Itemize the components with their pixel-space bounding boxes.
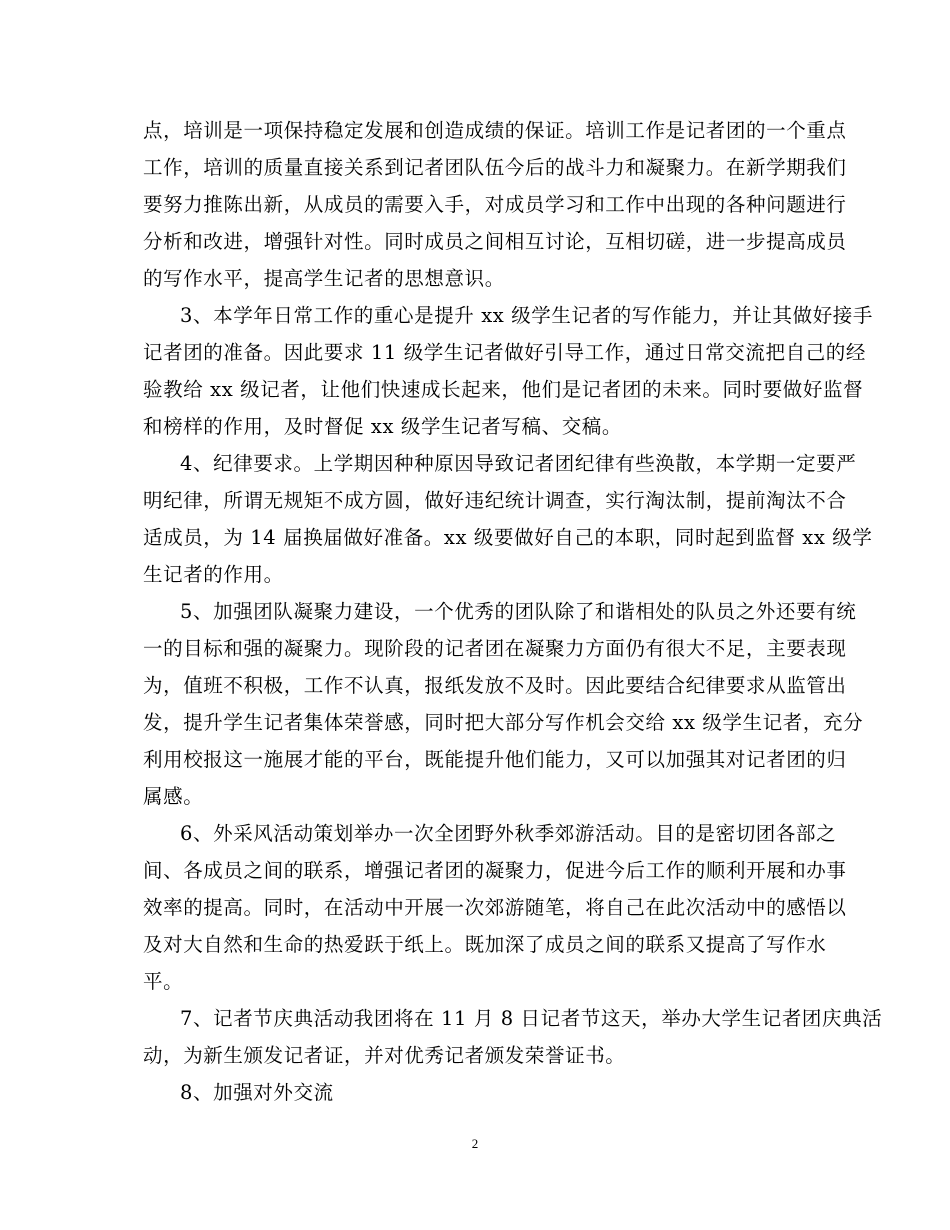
text-line: 记者团的准备。因此要求 11 级学生记者做好引导工作，通过日常交流把自己的经 (143, 341, 867, 364)
text-line: 和榜样的作用，及时督促 xx 级学生记者写稿、交稿。 (143, 415, 622, 438)
text-line: 验教给 xx 级记者，让他们快速成长起来，他们是记者团的未来。同时要做好监督 (143, 378, 864, 401)
text-line: 一的目标和强的凝聚力。现阶段的记者团在凝聚力方面仍有很大不足，主要表现 (143, 637, 847, 660)
text-line: 属感。 (143, 785, 204, 808)
text-line: 8、加强对外交流 (180, 1081, 334, 1104)
text-line: 明纪律，所谓无规矩不成方圆，做好违纪统计调查，实行淘汰制，提前淘汰不合 (143, 489, 847, 512)
text-line: 发，提升学生记者集体荣誉感，同时把大部分写作机会交给 xx 级学生记者，充分 (143, 711, 864, 734)
text-line: 的写作水平，提高学生记者的思想意识。 (143, 267, 505, 290)
text-line: 利用校报这一施展才能的平台，既能提升他们能力，又可以加强其对记者团的归 (143, 748, 847, 771)
text-line: 4、纪律要求。上学期因种种原因导致记者团纪律有些涣散，本学期一定要严 (180, 452, 857, 475)
text-line: 7、记者节庆典活动我团将在 11 月 8 日记者节这天，举办大学生记者团庆典活 (180, 1007, 883, 1030)
text-line: 间、各成员之间的联系，增强记者团的凝聚力，促进今后工作的顺利开展和办事 (143, 859, 847, 882)
text-line: 生记者的作用。 (143, 563, 284, 586)
text-line: 为，值班不积极，工作不认真，报纸发放不及时。因此要结合纪律要求从监管出 (143, 674, 847, 697)
text-line: 6、外采风活动策划举办一次全团野外秋季郊游活动。目的是密切团各部之 (180, 822, 837, 845)
text-line: 动，为新生颁发记者证，并对优秀记者颁发荣誉证书。 (143, 1044, 626, 1067)
text-line: 效率的提高。同时，在活动中开展一次郊游随笔，将自己在此次活动中的感悟以 (143, 896, 847, 919)
text-line: 分析和改进，增强针对性。同时成员之间相互讨论，互相切磋，进一步提高成员 (143, 230, 847, 253)
text-line: 5、加强团队凝聚力建设，一个优秀的团队除了和谐相处的队员之外还要有统 (180, 600, 857, 623)
page-number: 2 (471, 1136, 479, 1151)
text-line: 3、本学年日常工作的重心是提升 xx 级学生记者的写作能力，并让其做好接手 (180, 304, 873, 327)
text-line: 要努力推陈出新，从成员的需要入手，对成员学习和工作中出现的各种问题进行 (143, 193, 847, 216)
text-line: 适成员，为 14 届换届做好准备。xx 级要做好自己的本职，同时起到监督 xx 级学 (143, 526, 873, 549)
text-line: 平。 (143, 970, 184, 993)
text-line: 工作，培训的质量直接关系到记者团队伍今后的战斗力和凝聚力。在新学期我们 (143, 156, 847, 179)
text-line: 点，培训是一项保持稳定发展和创造成绩的保证。培训工作是记者团的一个重点 (143, 119, 847, 142)
text-line: 及对大自然和生命的热爱跃于纸上。既加深了成员之间的联系又提高了写作水 (143, 933, 827, 956)
